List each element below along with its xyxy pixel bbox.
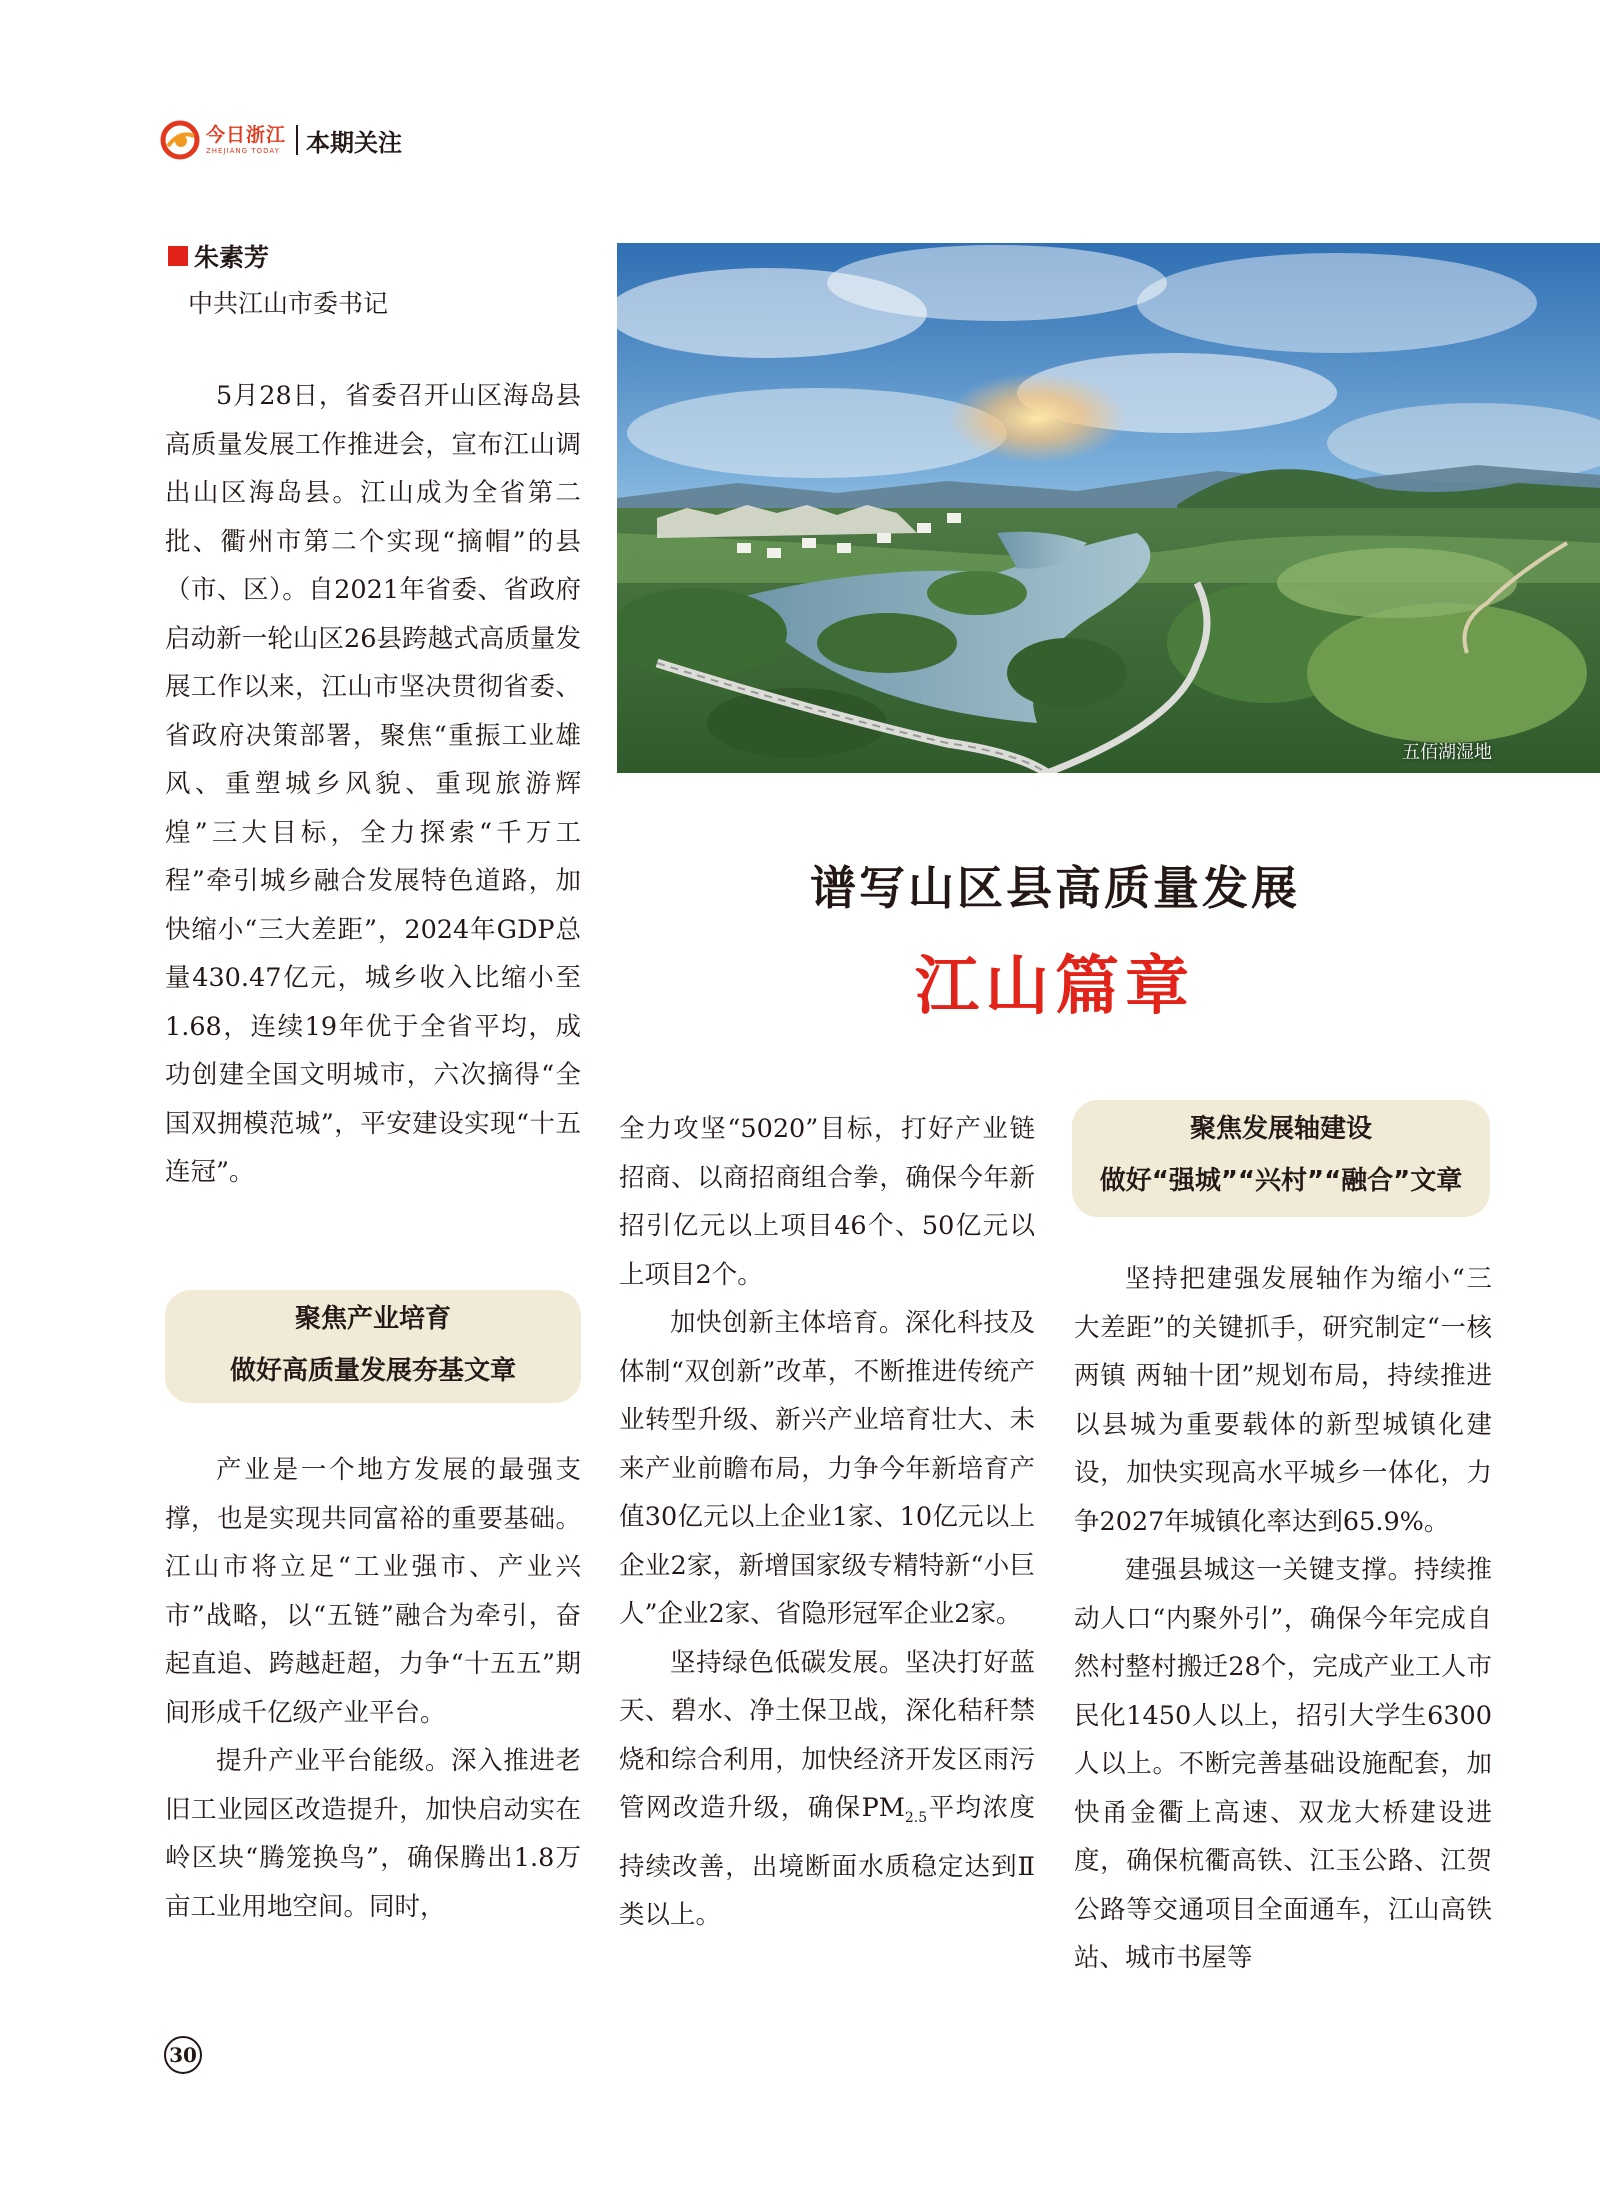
section-title-line2: 做好“强城”“兴村”“融合”文章 — [1099, 1166, 1463, 1196]
section-name: 本期关注 — [306, 128, 403, 157]
section-title-line2: 做好高质量发展夯基文章 — [229, 1356, 516, 1386]
body-paragraph: 建强县城这一关键支撑。持续推动人口“内聚外引”，确保今年完成自然村整村搬迁28个，完成产业工人市民化1450人以上，招引大学生6300人以上。不断完善基础设施配套，加快甬金衢上高速、双龙大桥建设进度，确保杭衢高铁、江玉公路、江贺公路等交通项目全面通车，江山高铁站、城市书屋等 — [1074, 1555, 1492, 1973]
page-header — [160, 118, 402, 162]
headline-line2: 江山篇章 — [915, 950, 1195, 1024]
subscript: 2.5 — [904, 1810, 928, 1827]
intro-paragraph: 5月28日，省委召开山区海岛县高质量发展工作推进会，宣布江山调出山区海岛县。江山成为全省第二批、衢州市第二个实现“摘帽”的县（市、区）。自2021年省委、省政府启动新一轮山区26县跨越式高质量发展工作以来，江山市坚决贯彻省委、省政府决策部署，聚焦“重振工业雄风、重塑城乡风貌、重现旅游辉煌”三大目标，全力探索“千万工程”牵引城乡融合发展特色道路，加快缩小“三大差距”，2024年GDP总量430.47亿元，城乡收入比缩小至1.68，连续19年优于全省平均，成功创建全国文明城市，六次摘得“全国双拥模范城”，平安建设实现“十五连冠”。 — [165, 381, 581, 1187]
page-number — [164, 2036, 202, 2074]
body-paragraph: 提升产业平台能级。深入推进老旧工业园区改造提升，加快启动实在岭区块“腾笼换鸟”，确保腾出1.8万亩工业用地空间。同时， — [165, 1746, 581, 1922]
column-1-body — [165, 1446, 581, 1931]
body-paragraph: 产业是一个地方发展的最强支撑，也是实现共同富裕的重要基础。江山市将立足“工业强市、产业兴市”战略，以“五链”融合为牵引，奋起直追、跨越赶超，力争“十五五”期间形成千亿级产业平台。 — [165, 1455, 581, 1728]
logo-subtitle: ZHEJIANG TODAY — [206, 146, 280, 155]
magazine-logo — [206, 123, 287, 155]
body-paragraph: 全力攻坚“5020”目标，打好产业链招商、以商招商组合拳，确保今年新招引亿元以上项目46个、50亿元以上项目2个。 — [619, 1114, 1035, 1290]
page-number-text: 30 — [164, 2036, 202, 2074]
photo-caption: 五佰湖湿地 — [1402, 742, 1492, 763]
section-title-line1: 聚焦产业培育 — [294, 1304, 451, 1334]
author-name-text: 朱素芳 — [194, 243, 270, 272]
column-3-body — [1074, 1255, 1492, 1983]
headline-line1: 谱写山区县高质量发展 — [810, 861, 1300, 915]
author-name — [168, 238, 269, 274]
author-title: 中共江山市委书记 — [188, 289, 389, 318]
column-2-body — [619, 1105, 1035, 1940]
body-paragraph: 加快创新主体培育。深化科技及体制“双创新”改革，不断推进传统产业转型升级、新兴产业培育壮大、未来产业前瞻布局，力争今年新培育产值30亿元以上企业1家、10亿元以上企业2家，新增国家级专精特新“小巨人”企业2家、省隐形冠军企业2家。 — [619, 1308, 1035, 1629]
red-square-icon — [168, 246, 188, 266]
magazine-logo-icon — [160, 120, 200, 160]
wetland-photo — [617, 243, 1600, 773]
paragraph-text: 坚持绿色低碳发展。坚决打好蓝天、碧水、净土保卫战，深化秸秆禁烧和综合利用，加快经济开发区雨污管网改造升级，确保PM — [619, 1647, 1035, 1823]
column-1-intro — [165, 372, 581, 1197]
body-paragraph — [619, 1639, 1035, 1940]
logo-title: 今日浙江 — [206, 123, 287, 146]
header-divider — [296, 125, 298, 155]
paragraph-text: 平均浓度持续改善，出境断面水质稳定达到Ⅱ类以上。 — [619, 1793, 1035, 1931]
body-paragraph: 坚持把建强发展轴作为缩小“三大差距”的关键抓手，研究制定“一核两镇 两轴十团”规划布局，持续推进以县城为重要载体的新型城镇化建设，加快实现高水平城乡一体化，力争2027年城镇化率达到65.9%。 — [1074, 1264, 1492, 1537]
section-box-axis — [1072, 1100, 1490, 1217]
section-box-industry — [165, 1290, 581, 1403]
section-title-line1: 聚焦发展轴建设 — [1189, 1114, 1372, 1144]
